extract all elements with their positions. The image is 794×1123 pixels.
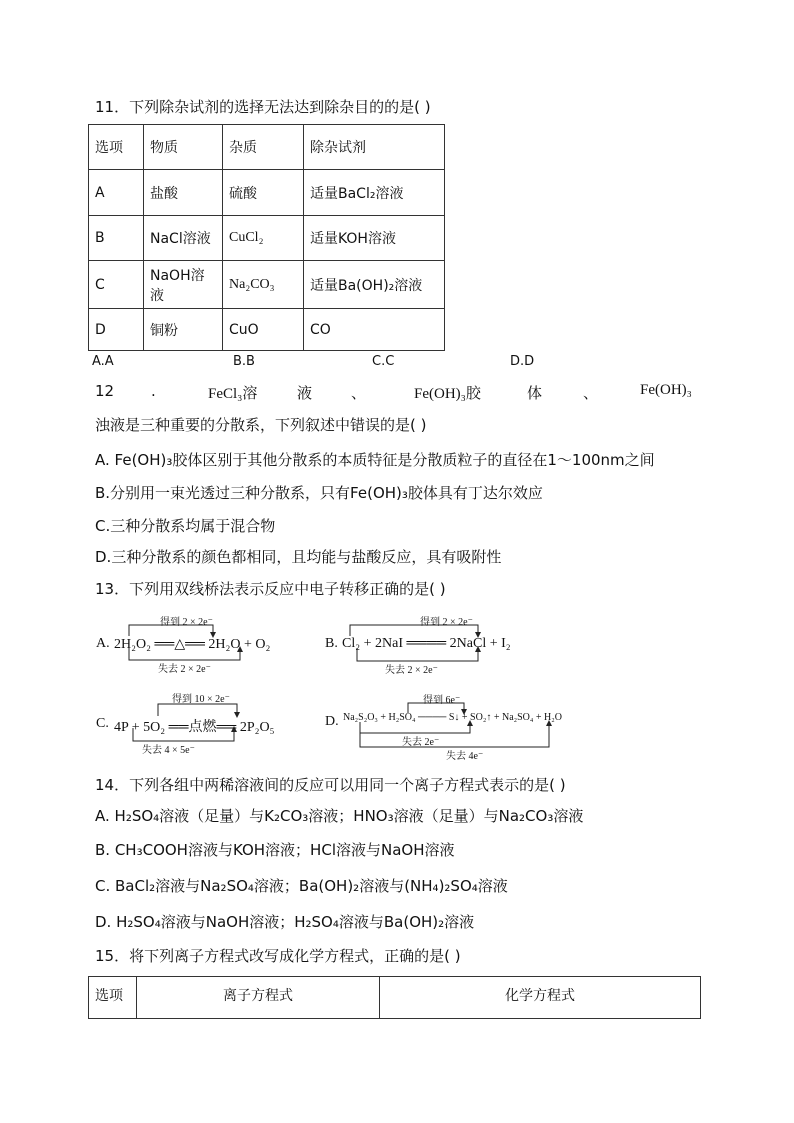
q13-d-label: D. (325, 714, 339, 729)
q12-ti: 体 (527, 384, 543, 402)
q13-b-label: B. (325, 636, 338, 651)
q11-cell-reagent: 适量KOH溶液 (304, 216, 445, 261)
q11-header-impurity: 杂质 (223, 125, 304, 170)
q13-a-equation: 2H₂O₂ ══△══ 2H₂O + O₂ (114, 637, 271, 652)
q13-b-gain-label: 得到 2 × 2e⁻ (420, 617, 473, 628)
q12-fe-oh3: Fe(OH)₃ (640, 382, 692, 398)
q11-cell-substance: NaOH溶液 (144, 261, 223, 309)
q13-d-equation: Na₂S₂O₃ + H₂SO₄ ──── S↓ + SO₂↑ + Na₂SO₄ + H₂O (343, 712, 562, 723)
q13-a-label: A. (96, 636, 110, 651)
q11-header-option: 选项 (89, 125, 144, 170)
q11-header-substance: 物质 (144, 125, 223, 170)
q11-choice-d: D.D (510, 354, 535, 369)
q15-header-option: 选项 (89, 977, 137, 1019)
q12-colloid: Fe(OH)₃胶 (414, 386, 481, 402)
q14-option-a: A. H₂SO₄溶液（足量）与K₂CO₃溶液；HNO₃溶液（足量）与Na₂CO₃溶液 (95, 807, 584, 825)
q11-choice-a: A.A (92, 354, 114, 369)
q13-c-equation: 4P + 5O₂ ══点燃══ 2P₂O₅ (114, 720, 275, 735)
q14-option-b: B. CH₃COOH溶液与KOH溶液；HCl溶液与NaOH溶液 (95, 841, 455, 859)
q11-cell-impurity: CuCl₂ (223, 216, 304, 261)
q11-cell-option: D (89, 309, 144, 351)
q13-a-loss-label: 失去 2 × 2e⁻ (158, 664, 211, 675)
q12-dot: . (151, 382, 156, 400)
q11-cell-impurity: CuO (223, 309, 304, 351)
q11-header-reagent: 除杂试剂 (304, 125, 445, 170)
q11-stem: 11．下列除杂试剂的选择无法达到除杂目的的是( ) (95, 98, 431, 116)
q14-option-d: D. H₂SO₄溶液与NaOH溶液；H₂SO₄溶液与Ba(OH)₂溶液 (95, 913, 475, 931)
q13-c-loss-label: 失去 4 × 5e⁻ (142, 745, 195, 756)
q12-option-d: D.三种分散系的颜色都相同，且均能与盐酸反应，具有吸附性 (95, 548, 502, 566)
q12-stem-line2: 浊液是三种重要的分散系，下列叙述中错误的是( ) (95, 416, 427, 434)
q12-fecl3: FeCl₃溶 (208, 386, 258, 402)
q11-cell-substance: 盐酸 (144, 170, 223, 216)
q14-option-c: C. BaCl₂溶液与Na₂SO₄溶液；Ba(OH)₂溶液与(NH₄)₂SO₄溶液 (95, 877, 508, 895)
q15-table (88, 976, 701, 1019)
q13-b-loss-label: 失去 2 × 2e⁻ (385, 665, 438, 676)
q11-choice-b: B.B (233, 354, 255, 369)
q12-option-b: B.分别用一束光透过三种分散系，只有Fe(OH)₃胶体具有丁达尔效应 (95, 484, 543, 502)
q11-cell-substance: NaCl溶液 (144, 216, 223, 261)
q11-cell-option: B (89, 216, 144, 261)
q15-header-chemical: 化学方程式 (380, 977, 701, 1019)
q12-option-a: A. Fe(OH)₃胶体区别于其他分散系的本质特征是分散质粒子的直径在1～100nm之间 (95, 451, 655, 469)
q11-cell-reagent: 适量BaCl₂溶液 (304, 170, 445, 216)
q12-comma1: 、 (351, 384, 367, 402)
q15-header-ionic: 离子方程式 (137, 977, 380, 1019)
q11-cell-impurity: Na₂CO₃ (223, 261, 304, 309)
q13-stem: 13．下列用双线桥法表示反应中电子转移正确的是( ) (95, 580, 446, 598)
q12-option-c: C.三种分散系均属于混合物 (95, 517, 276, 535)
q13-b-equation: Cl₂ + 2NaI ════ 2NaCl + I₂ (342, 636, 511, 651)
q12-ye: 液 (297, 384, 313, 402)
q11-choice-c: C.C (372, 354, 395, 369)
q15-stem: 15．将下列离子方程式改写成化学方程式，正确的是( ) (95, 947, 461, 965)
q13-d-gain-label: 得到 6e⁻ (423, 695, 461, 706)
q13-d-loss-label-1: 失去 2e⁻ (402, 737, 440, 748)
q13-c-gain-label: 得到 10 × 2e⁻ (172, 694, 230, 705)
q11-cell-reagent: 适量Ba(OH)₂溶液 (304, 261, 445, 309)
q13-c-label: C. (96, 716, 109, 731)
q11-cell-substance: 铜粉 (144, 309, 223, 351)
q11-cell-option: A (89, 170, 144, 216)
q11-cell-impurity: 硫酸 (223, 170, 304, 216)
q11-cell-option: C (89, 261, 144, 309)
q11-cell-reagent: CO (304, 309, 445, 351)
q12-comma2: 、 (583, 384, 599, 402)
q13-a-gain-label: 得到 2 × 2e⁻ (160, 617, 213, 628)
q14-stem: 14．下列各组中两稀溶液间的反应可以用同一个离子方程式表示的是( ) (95, 776, 566, 794)
q13-d-loss-label-2: 失去 4e⁻ (446, 751, 484, 762)
q12-number: 12 (95, 382, 115, 400)
